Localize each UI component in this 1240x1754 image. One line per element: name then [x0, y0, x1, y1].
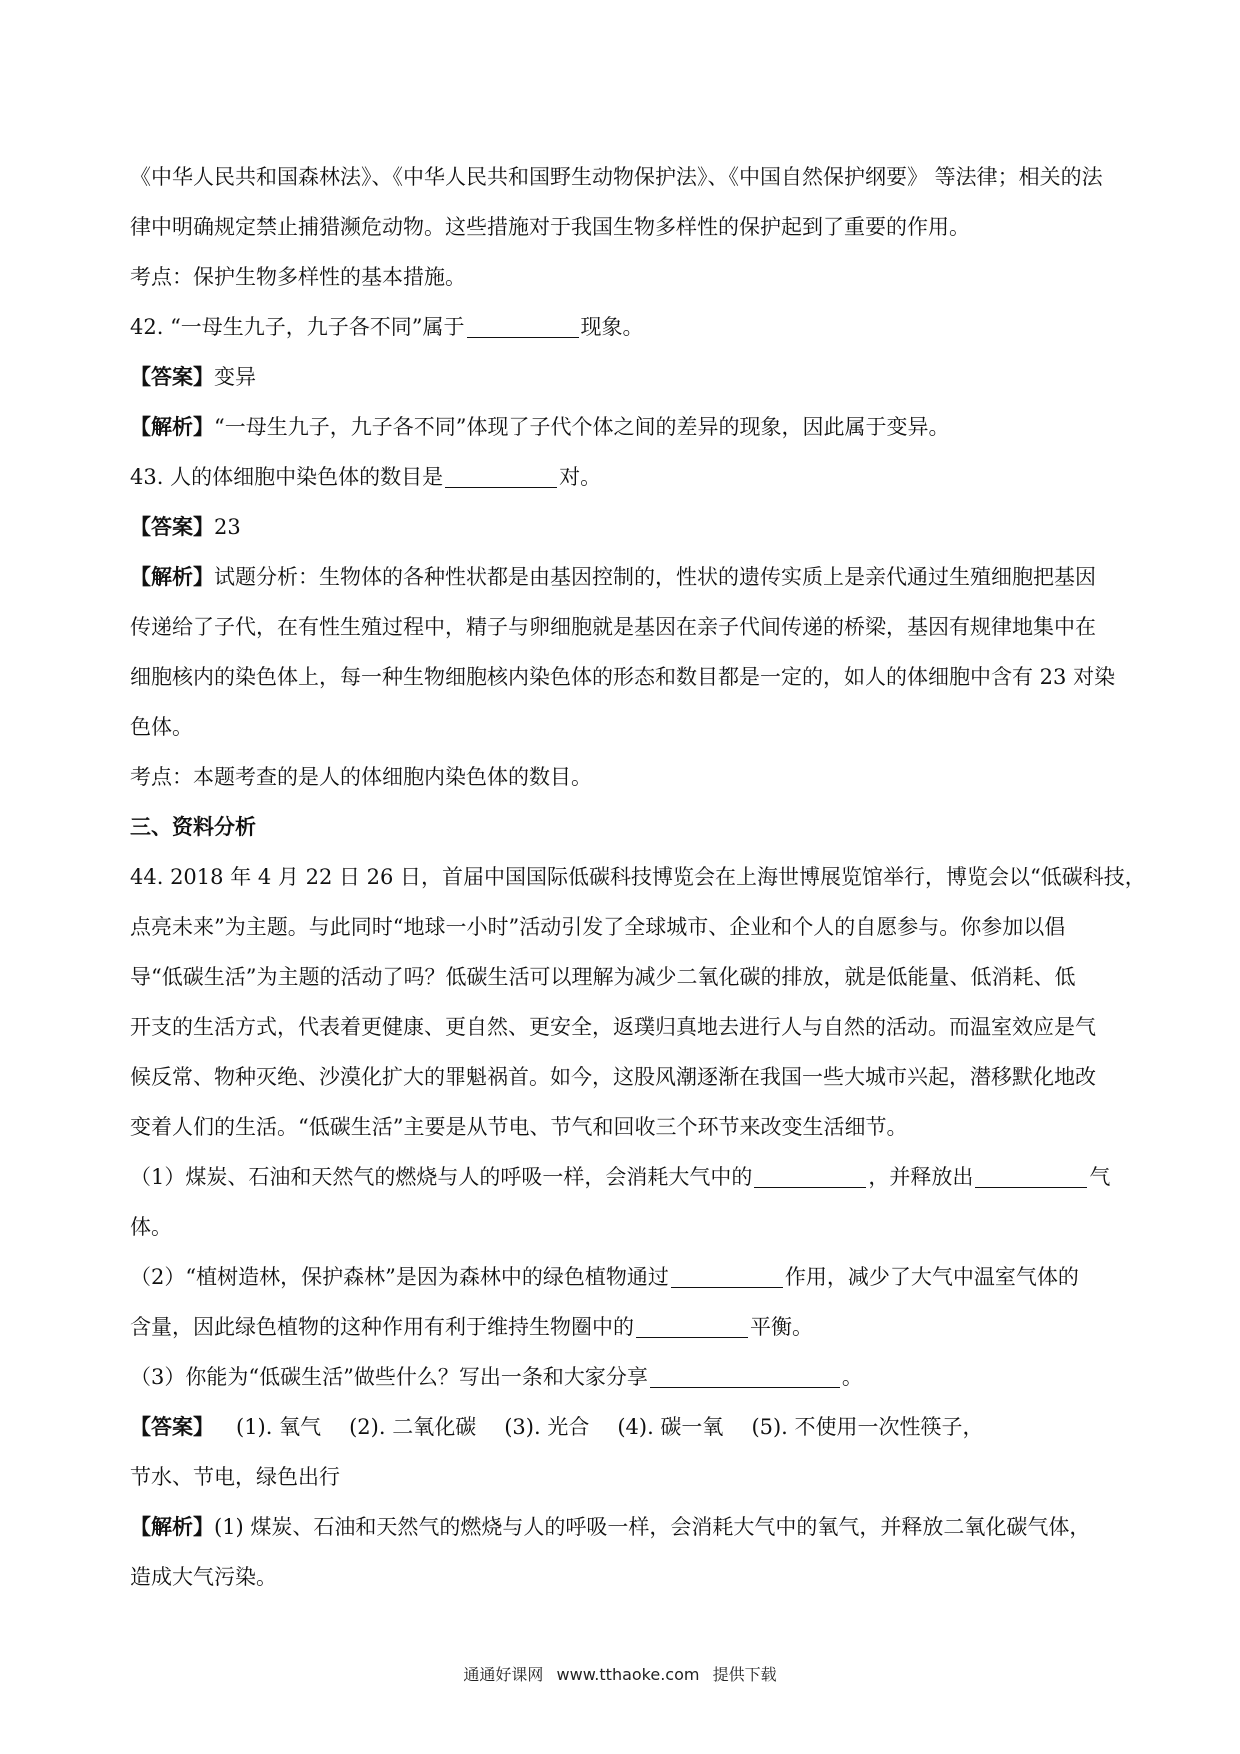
analysis-line: 造成大气污染。 [130, 1565, 277, 1589]
footer-site-name: 通通好课网 [463, 1665, 544, 1684]
fill-blank [636, 1315, 748, 1338]
answer-line [130, 1402, 1130, 1452]
analysis-line: 细胞核内的染色体上，每一种生物细胞核内染色体的形态和数目都是一定的，如人的体细胞中含有 23 对染 [130, 665, 1116, 689]
analysis-line: 传递给了子代，在有性生殖过程中，精子与卵细胞就是基因在亲子代间传递的桥梁，基因有规律地集中在 [130, 615, 1096, 639]
fill-blank [650, 1365, 840, 1388]
kaodian-line: 考点：保护生物多样性的基本措施。 [130, 265, 466, 289]
answer-item: (4). 碳一氧 [617, 1415, 724, 1439]
paragraph-line: 《中华人民共和国森林法》、《中华人民共和国野生动物保护法》、《中国自然保护纲要》 等法律；相关的法 [130, 165, 1103, 189]
analysis-text: 试题分析：生物体的各种性状都是由基因控制的，性状的遗传实质上是亲代通过生殖细胞把基因 [214, 565, 1096, 589]
sub-question-text: 含量，因此绿色植物的这种作用有利于维持生物圈中的 [130, 1315, 634, 1339]
sub-question-2-cont [130, 1302, 1130, 1352]
analysis-label: 【解析】 [130, 414, 214, 439]
material-line: 导“低碳生活”为主题的活动了吗？低碳生活可以理解为减少二氧化碳的排放，就是低能量、低消耗、低 [130, 965, 1076, 989]
answer-text: 23 [214, 515, 241, 539]
material-line: 候反常、物种灭绝、沙漠化扩大的罪魁祸首。如今，这股风潮逐渐在我国一些大城市兴起，潜移默化地改 [130, 1065, 1096, 1089]
analysis-label: 【解析】 [130, 1514, 214, 1539]
fill-blank [754, 1165, 866, 1188]
question-42 [130, 302, 1130, 352]
sub-question-text: （3）你能为“低碳生活”做些什么？写出一条和大家分享 [130, 1365, 648, 1389]
answer-label: 【答案】 [130, 364, 214, 389]
paragraph-line: 律中明确规定禁止捕猎濒危动物。这些措施对于我国生物多样性的保护起到了重要的作用。 [130, 215, 970, 239]
analysis-line [130, 552, 1130, 602]
answer-label: 【答案】 [130, 1414, 214, 1439]
material-line: 变着人们的生活。“低碳生活”主要是从节电、节气和回收三个环节来改变生活细节。 [130, 1115, 908, 1139]
question-stem: 对。 [559, 465, 602, 489]
question-stem: 现象。 [580, 315, 644, 339]
page-content [130, 152, 1146, 1602]
sub-question-text: 气 [1089, 1165, 1111, 1189]
section-title: 三、资料分析 [130, 814, 256, 839]
answer-item: (3). 光合 [504, 1415, 590, 1439]
answer-item: (5). 不使用一次性筷子， [751, 1415, 984, 1439]
analysis-line: 色体。 [130, 715, 193, 739]
analysis-line [130, 402, 1130, 452]
answer-item: (2). 二氧化碳 [349, 1415, 477, 1439]
question-stem: 42. “一母生九子，九子各不同”属于 [130, 315, 465, 339]
answer-line [130, 352, 1130, 402]
sub-question-text: 作用，减少了大气中温室气体的 [784, 1265, 1079, 1289]
analysis-line [130, 1502, 1130, 1552]
answer-item: (1). 氧气 [236, 1415, 322, 1439]
fill-blank [445, 465, 557, 488]
fill-blank [975, 1165, 1087, 1188]
analysis-label: 【解析】 [130, 564, 214, 589]
answer-text: 变异 [214, 365, 256, 389]
answer-line [130, 502, 1130, 552]
question-stem: 43. 人的体细胞中染色体的数目是 [130, 465, 444, 489]
sub-question-2 [130, 1252, 1130, 1302]
footer-suffix: 提供下载 [712, 1665, 777, 1684]
sub-question-1-cont: 体。 [130, 1215, 172, 1239]
footer-url[interactable]: www.tthaoke.com [556, 1665, 700, 1684]
analysis-text: (1) 煤炭、石油和天然气的燃烧与人的呼吸一样，会消耗大气中的氧气，并释放二氧化碳气体， [214, 1515, 1091, 1539]
fill-blank [671, 1265, 783, 1288]
sub-question-text: 。 [841, 1365, 863, 1389]
answer-label: 【答案】 [130, 514, 214, 539]
sub-question-1 [130, 1152, 1130, 1202]
answer-line-cont: 节水、节电，绿色出行 [130, 1465, 340, 1489]
material-line: 开支的生活方式，代表着更健康、更自然、更安全，返璞归真地去进行人与自然的活动。而温室效应是气 [130, 1015, 1096, 1039]
sub-question-text: ，并释放出 [868, 1165, 974, 1189]
material-line: 点亮未来”为主题。与此同时“地球一小时”活动引发了全球城市、企业和个人的自愿参与。你参加以倡 [130, 915, 1066, 939]
sub-question-text: （1）煤炭、石油和天然气的燃烧与人的呼吸一样，会消耗大气中的 [130, 1165, 753, 1189]
question-43 [130, 452, 1130, 502]
page-footer [0, 1662, 1240, 1685]
fill-blank [467, 315, 579, 338]
sub-question-text: （2）“植树造林，保护森林”是因为森林中的绿色植物通过 [130, 1265, 669, 1289]
sub-question-text: 平衡。 [750, 1315, 813, 1339]
kaodian-line: 考点：本题考查的是人的体细胞内染色体的数目。 [130, 765, 592, 789]
sub-question-3 [130, 1352, 1130, 1402]
analysis-text: “一母生九子，九子各不同”体现了子代个体之间的差异的现象，因此属于变异。 [214, 415, 950, 439]
material-line: 44. 2018 年 4 月 22 日 26 日，首届中国国际低碳科技博览会在上海世博展览馆举行，博览会以“低碳科技， [130, 865, 1146, 889]
